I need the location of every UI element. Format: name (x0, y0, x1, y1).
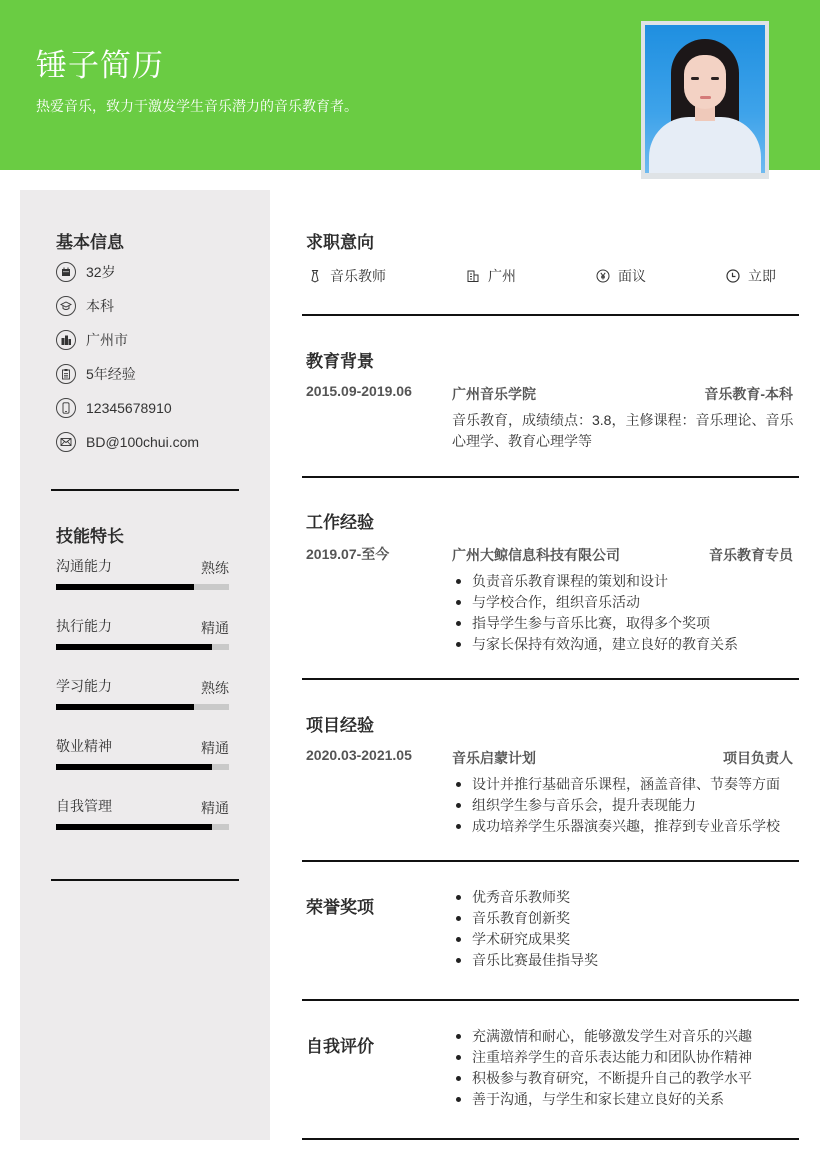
info-experience (56, 363, 136, 385)
list-item: 学术研究成果奖 (452, 929, 797, 950)
intent-text: 音乐教师 (330, 268, 386, 284)
section-divider (302, 1138, 799, 1140)
list-item: 设计并推行基础音乐课程，涵盖音律、节奏等方面 (452, 774, 797, 795)
list-item: 优秀音乐教师奖 (452, 887, 797, 908)
list-item: 与家长保持有效沟通，建立良好的教育关系 (452, 634, 797, 655)
work-title: 工作经验 (306, 513, 374, 532)
skill-bar (56, 764, 229, 770)
education-major: 音乐教育-本科 (704, 386, 793, 402)
skill-item (56, 616, 229, 656)
skill-bar (56, 584, 229, 590)
sidebar (20, 190, 270, 1140)
skill-level: 精通 (201, 620, 229, 636)
list-item: 成功培养学生乐器演奏兴趣，推荐到专业音乐学校 (452, 816, 797, 837)
skill-bar-fill (56, 704, 194, 710)
portrait-image (645, 25, 765, 173)
section-divider (302, 678, 799, 680)
list-item: 积极参与教育研究，不断提升自己的教学水平 (452, 1068, 797, 1089)
skill-level: 精通 (201, 800, 229, 816)
phone-icon (56, 398, 76, 418)
list-item: 注重培养学生的音乐表达能力和团队协作精神 (452, 1047, 797, 1068)
skill-name: 执行能力 (56, 618, 112, 634)
skill-name: 学习能力 (56, 678, 112, 694)
section-divider (302, 860, 799, 862)
education-title: 教育背景 (306, 352, 374, 371)
intent-text: 面议 (618, 268, 646, 284)
skill-item (56, 556, 229, 596)
building-icon (466, 269, 480, 283)
profile-photo (641, 21, 769, 179)
clock-icon (726, 269, 740, 283)
work-role: 音乐教育专员 (709, 547, 793, 563)
calendar-icon (56, 262, 76, 282)
honors-list (452, 887, 797, 971)
skill-item (56, 676, 229, 716)
project-details (452, 774, 797, 837)
section-divider (302, 476, 799, 478)
skill-level: 熟练 (201, 560, 229, 576)
list-item: 指导学生参与音乐比赛，取得多个奖项 (452, 613, 797, 634)
info-age (56, 261, 116, 283)
basic-info-title: 基本信息 (56, 233, 124, 252)
building-icon (56, 330, 76, 350)
skills-title: 技能特长 (56, 527, 124, 546)
job-intent-title: 求职意向 (306, 233, 374, 252)
yen-icon (596, 269, 610, 283)
sidebar-divider (51, 879, 239, 881)
skill-bar-fill (56, 764, 212, 770)
honors-title: 荣誉奖项 (306, 898, 374, 917)
info-text: 本科 (86, 298, 114, 314)
skill-level: 熟练 (201, 680, 229, 696)
list-item: 组织学生参与音乐会，提升表现能力 (452, 795, 797, 816)
skill-bar-fill (56, 644, 212, 650)
intent-text: 广州 (488, 268, 516, 284)
skill-name: 敬业精神 (56, 738, 112, 754)
section-divider (302, 999, 799, 1001)
skill-bar (56, 644, 229, 650)
section-divider (302, 314, 799, 316)
list-item: 充满激情和耐心，能够激发学生对音乐的兴趣 (452, 1026, 797, 1047)
intent-city (466, 266, 516, 286)
intent-availability (726, 266, 776, 286)
mail-icon (56, 432, 76, 452)
info-city (56, 329, 128, 351)
intent-position (308, 266, 386, 286)
info-education (56, 295, 114, 317)
project-name: 音乐启蒙计划 (452, 750, 536, 766)
list-item: 负责音乐教育课程的策划和设计 (452, 571, 797, 592)
list-item: 与学校合作，组织音乐活动 (452, 592, 797, 613)
work-company: 广州大鲸信息科技有限公司 (452, 547, 620, 563)
info-email (56, 431, 199, 453)
skill-item (56, 736, 229, 776)
info-text: 广州市 (86, 332, 128, 348)
resume-tagline: 热爱音乐，致力于激发学生音乐潜力的音乐教育者。 (36, 98, 358, 114)
skill-bar-fill (56, 584, 194, 590)
clipboard-icon (56, 364, 76, 384)
list-item: 音乐比赛最佳指导奖 (452, 950, 797, 971)
work-date: 2019.07-至今 (306, 546, 390, 562)
skill-bar (56, 704, 229, 710)
resume-title: 锤子简历 (36, 48, 164, 83)
skill-bar-fill (56, 824, 212, 830)
self-eval-title: 自我评价 (306, 1037, 374, 1056)
list-item: 善于沟通，与学生和家长建立良好的关系 (452, 1089, 797, 1110)
project-role: 项目负责人 (723, 750, 793, 766)
intent-salary (596, 266, 646, 286)
intent-text: 立即 (748, 268, 776, 284)
education-description: 音乐教育，成绩绩点：3.8，主修课程：音乐理论、音乐心理学、教育心理学等 (452, 412, 794, 449)
sidebar-divider (51, 489, 239, 491)
self-eval-list (452, 1026, 797, 1110)
project-date: 2020.03-2021.05 (306, 747, 412, 763)
info-text: 5年经验 (86, 366, 136, 382)
info-phone (56, 397, 172, 419)
info-text: 32岁 (86, 264, 116, 280)
info-text: 12345678910 (86, 400, 172, 416)
graduation-cap-icon (56, 296, 76, 316)
skill-name: 沟通能力 (56, 558, 112, 574)
skill-item (56, 796, 229, 836)
skill-name: 自我管理 (56, 798, 112, 814)
tie-icon (308, 269, 322, 283)
education-school: 广州音乐学院 (452, 386, 536, 402)
info-text: BD@100chui.com (86, 434, 200, 450)
skill-level: 精通 (201, 740, 229, 756)
work-duties (452, 571, 797, 655)
education-date: 2015.09-2019.06 (306, 383, 412, 399)
skill-bar (56, 824, 229, 830)
project-title: 项目经验 (306, 716, 374, 735)
list-item: 音乐教育创新奖 (452, 908, 797, 929)
